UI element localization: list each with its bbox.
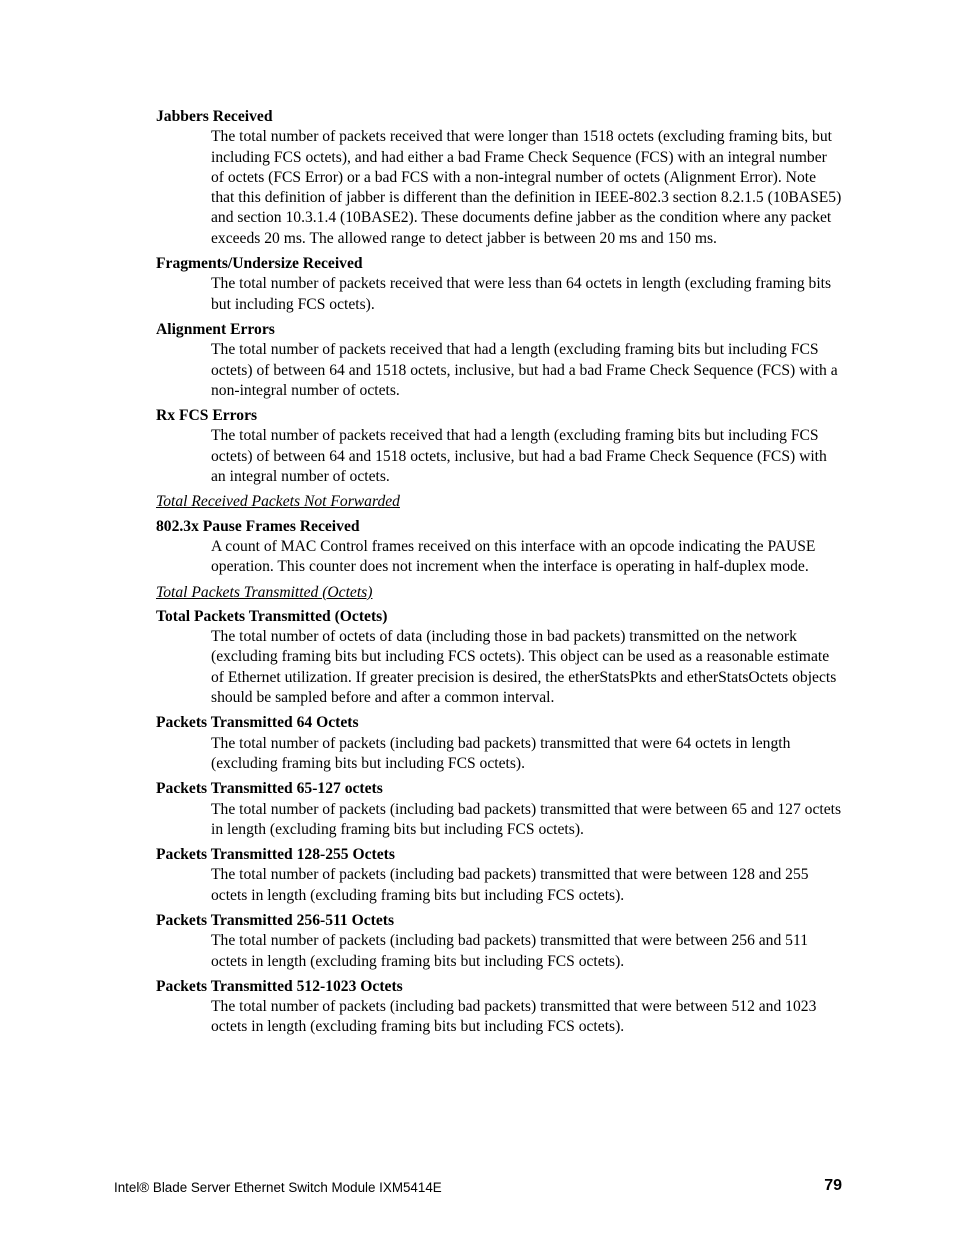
entry-description: The total number of packets received that had a length (excluding framing bits but including FCS octets) of between 64 and 1518 octets, inclusive, but had a bad Frame Check Sequence (FCS) with an integral number of octets. <box>211 427 827 486</box>
section-heading: Total Packets Transmitted (Octets) <box>156 583 373 601</box>
definition-entry <box>156 779 842 840</box>
entry-description: The total number of octets of data (including those in bad packets) transmitted on the network (excluding framing bits but including FCS octets). This object can be used as a reasonable estimate of Ethernet utilization. If greater precision is desired, the etherStatsPkts and etherStatsOctets objects should be sampled before and after a common interval. <box>211 628 837 707</box>
entry-term: Packets Transmitted 128-255 Octets <box>156 846 395 864</box>
entry-term: 802.3x Pause Frames Received <box>156 517 360 535</box>
footer-title: Intel® Blade Server Ethernet Switch Module IXM5414E <box>114 1180 442 1195</box>
entry-description: The total number of packets (including bad packets) transmitted that were 64 octets in length (excluding framing bits but including FCS octets). <box>211 734 791 772</box>
entry-term: Jabbers Received <box>156 108 273 125</box>
definition-entry <box>156 406 842 487</box>
entry-term: Packets Transmitted 64 Octets <box>156 714 359 732</box>
definition-entry <box>156 607 842 708</box>
entry-term: Alignment Errors <box>156 320 275 338</box>
entry-description: The total number of packets (including bad packets) transmitted that were between 512 and 1023 octets in length (excluding framing bits but including FCS octets). <box>211 998 817 1036</box>
definition-entry <box>156 107 842 249</box>
entry-term: Fragments/Undersize Received <box>156 255 363 273</box>
document-body <box>156 107 842 1043</box>
definition-entry <box>156 977 842 1038</box>
page-number: 79 <box>824 1177 842 1194</box>
entry-description: The total number of packets received that were less than 64 octets in length (excluding framing bits but including FCS octets). <box>211 275 832 313</box>
entry-description: The total number of packets received that were longer than 1518 octets (excluding framing bits, but including FCS octets), and had either a bad Frame Check Sequence (FCS) with an integral number of octets (FCS Error) or a bad FCS with a non-integral number of octets (Alignment Error). Note that this definition of jabber is different than the definition in IEEE-802.3 section 8.2.1.5 (10BASE5) and section 10.3.1.4 (10BASE2). These documents define jabber as the condition where any packet exceeds 20 ms. The allowed range to detect jabber is between 20 ms and 150 ms. <box>211 128 842 247</box>
entry-description: The total number of packets received that had a length (excluding framing bits but including FCS octets) of between 64 and 1518 octets, inclusive, but had a bad Frame Check Sequence (FCS) with a non-integral number of octets. <box>211 341 838 399</box>
entry-description: A count of MAC Control frames received on this interface with an opcode indicating the PAUSE operation. This counter does not increment when the interface is operating in half-duplex mode. <box>211 537 816 576</box>
entry-term: Packets Transmitted 256-511 Octets <box>156 911 395 929</box>
definition-entry <box>156 911 842 972</box>
entry-description: The total number of packets (including bad packets) transmitted that were between 65 and 127 octets in length (excluding framing bits but including FCS octets). <box>211 800 842 838</box>
definition-entry <box>156 713 842 774</box>
entry-description: The total number of packets (including bad packets) transmitted that were between 128 and 255 octets in length (excluding framing bits but including FCS octets). <box>211 866 809 904</box>
entry-description: The total number of packets (including bad packets) transmitted that were between 256 and 511 octets in length (excluding framing bits but including FCS octets). <box>211 932 808 970</box>
entry-term: Packets Transmitted 512-1023 Octets <box>156 977 403 995</box>
entry-term: Rx FCS Errors <box>156 407 258 425</box>
definition-entry <box>156 254 842 315</box>
definition-entry <box>156 320 842 401</box>
definition-entry <box>156 845 842 906</box>
section-heading: Total Received Packets Not Forwarded <box>156 493 400 511</box>
entry-term: Packets Transmitted 65-127 octets <box>156 780 383 798</box>
definition-entry <box>156 517 842 578</box>
entry-term: Total Packets Transmitted (Octets) <box>156 607 388 625</box>
